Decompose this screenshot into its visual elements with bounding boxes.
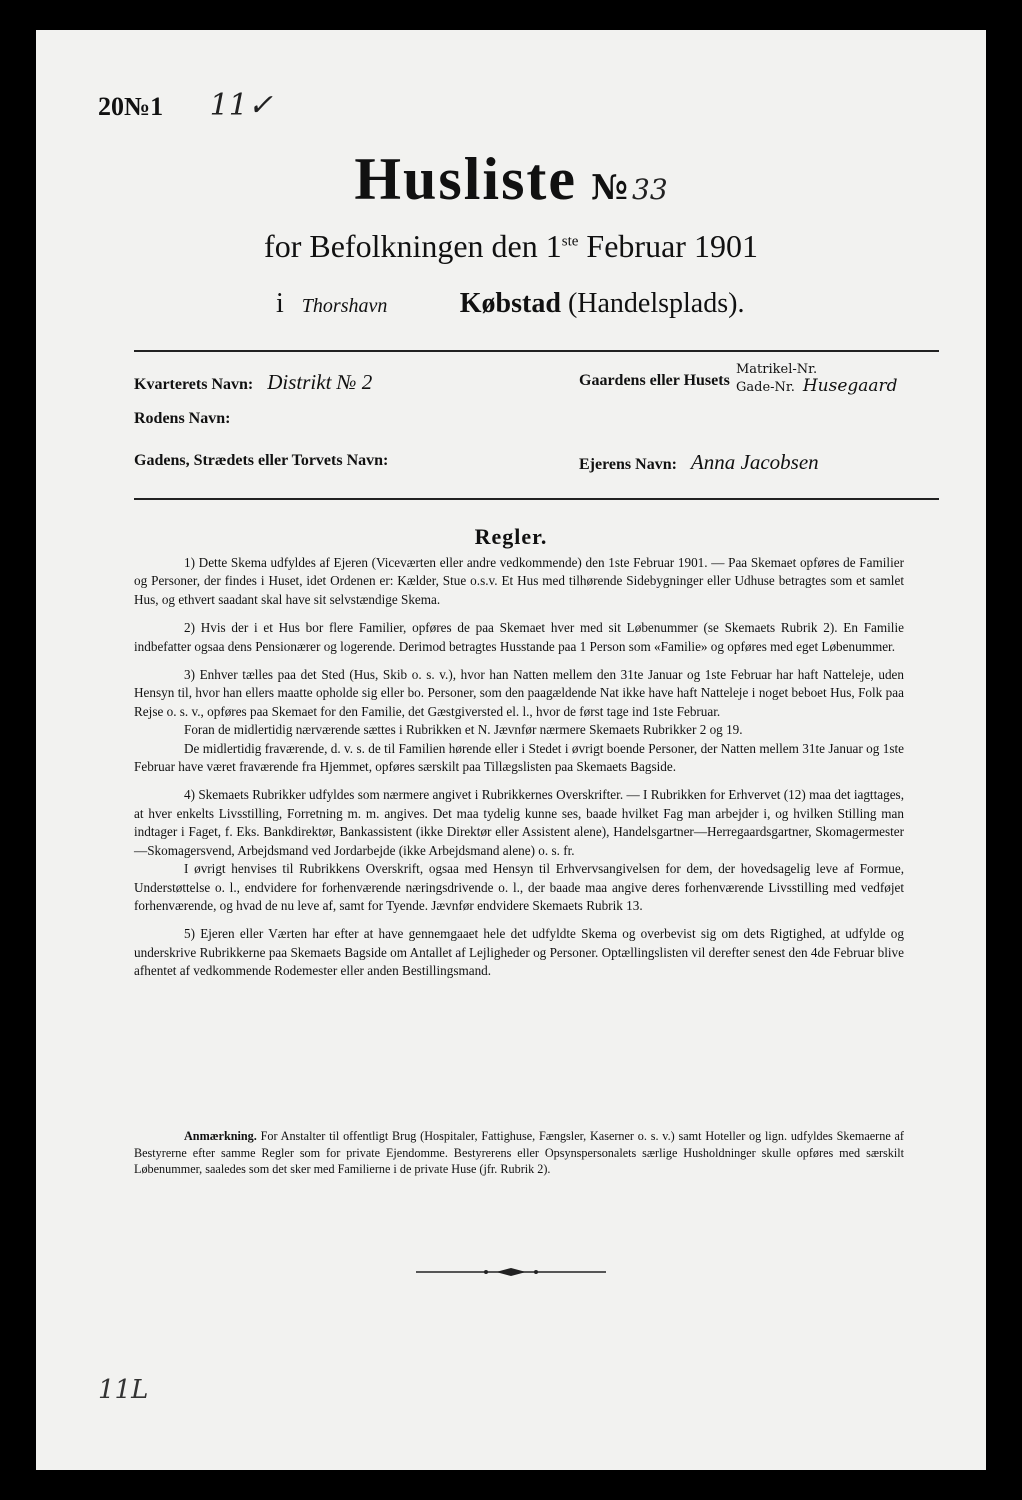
- subtitle-post: Februar 1901: [578, 228, 758, 264]
- gade-nr-label: Gade-Nr.: [736, 380, 795, 395]
- divider-bottom: [134, 498, 939, 500]
- divider-top: [134, 350, 939, 352]
- rules-heading: Regler.: [474, 524, 548, 549]
- ejer-value: Anna Jacobsen: [690, 450, 819, 474]
- number-value: 33: [632, 173, 668, 206]
- subtitle-sup: ste: [561, 233, 579, 250]
- field-gaard: [579, 372, 730, 390]
- ornament-divider: [416, 1267, 606, 1277]
- field-ejer: [579, 450, 819, 475]
- rule-3: 3) Enhver tælles paa det Sted (Hus, Skib o. s. v.), hvor han Natten mellem den 31te Januar og 1ste Februar har haft Natteleje, uden Hensyn til, hvor han ellers maatte opholde sig eller bo. Personer, som den paagældende Nat ikke have haft Natteleje i noget beboet Hus, Folk paa Rejse o. s. v., opføres paa Skemaet for den Familie, det Gæstgiversted el. l., hvor de først tage ind 1ste Februar.: [134, 667, 904, 719]
- census-form-page: [36, 30, 986, 1470]
- title-text: Husliste: [354, 146, 578, 212]
- gaard-brace: [736, 362, 898, 396]
- rule-3b: Foran de midlertidig nærværende sættes i Rubrikken et N. Jævnfør nærmere Skemaets Rubrikker 2 og 19.: [184, 722, 743, 738]
- field-roden: [134, 410, 230, 428]
- rule-4: 4) Skemaets Rubrikker udfyldes som nærmere angivet i Rubrikkernes Overskrifter. — I Rubrikken for Erhvervet (12) maa det iagttages, at hver enkelts Livsstilling, Forretning m. m. angives. Det maa tydelig kunne ses, baade hvilket Fag man arbejder i, og hvilken Stilling man indtager i Faget, f. Eks. Bankdirektør, Bankassistent (ikke Direktør eller Assistent alene), Handelsgartner—Herregaardsgartner, Skomagermester—Skomagersvend, Arbejdsmand ved Jordarbejde (ikke Arbejdsmand alene) o. s. fr.: [134, 787, 904, 858]
- stamp-number: 20№1: [98, 92, 164, 121]
- form-subtitle: [36, 228, 986, 265]
- handwritten-margin-mark: 11L: [98, 1375, 149, 1405]
- town-line: [276, 288, 744, 320]
- rule-5: 5) Ejeren eller Værten har efter at have gennemgaaet hele det udfyldte Skema og overbevist sig om dets Rigtighed, at udfylde og underskrive Rubrikkerne paa Skemaets Bagside om Antallet af Lejligheder og Personer. Optællingslisten vil derefter senest den 4de Februar blive afhentet af vedkommende Rodemester eller anden Bestillingsmand.: [134, 926, 904, 979]
- rule-4b: I øvrigt henvises til Rubrikkens Overskrift, ogsaa med Hensyn til Erhvervsangivelsen for dem, der hovedsagelig leve af Formue, Understøttelse o. l., endvidere for forhenværende næringsdrivende o. l., der baade maa angive deres forhenværende Livsstilling med vedføjet forhenværende, og hvad de nu leve af, samt for Tyende. Jævnfør endvidere Skemaets Rubrik 13.: [134, 861, 904, 913]
- subtitle-pre: for Befolkningen den 1: [264, 228, 562, 264]
- roden-label: Rodens Navn:: [134, 410, 231, 427]
- town-type: Købstad: [459, 288, 561, 319]
- gade-label: Gadens, Strædets eller Torvets Navn:: [134, 452, 389, 469]
- form-title: [36, 145, 986, 214]
- archive-stamp: [98, 88, 273, 123]
- rule-2: 2) Hvis der i et Hus bor flere Familier, opføres de paa Skemaet hver med sit Løbenummer (se Skemaets Rubrik 2). En Familie indbefatter ogsaa dens Pensionærer og logerende. Derimod betragtes Husstande paa 1 Person som «Familie» og opføres med eget Løbenummer.: [134, 620, 904, 654]
- stamp-handwritten: 11✓: [209, 88, 273, 123]
- ejer-label: Ejerens Navn:: [579, 456, 677, 473]
- note-label: Anmærkning.: [184, 1129, 257, 1143]
- kvarter-label: Kvarterets Navn:: [134, 376, 254, 393]
- rules-body: [134, 554, 904, 991]
- gaard-label: Gaardens eller Husets: [579, 372, 730, 389]
- kvarter-value: Distrikt № 2: [267, 370, 373, 394]
- town-name-handwritten: Thorshavn: [301, 295, 388, 317]
- number-label: №: [591, 168, 629, 208]
- note-text: For Anstalter til offentligt Brug (Hospitaler, Fattighuse, Fængsler, Kaserner o. s. v.) samt Hoteller og lign. udfyldes Skemaerne af Bestyrerne efter samme Regler som for private Ejendomme. Bestyrerens eller Opsynspersonalets særlige Husholdninger skulle opføres med særskilt Løbenummer, saaledes som det sker med Familierne i de private Huse (jfr. Rubrik 2).: [134, 1129, 904, 1176]
- matrikel-label: Matrikel-Nr.: [736, 362, 818, 377]
- rule-1: 1) Dette Skema udfyldes af Ejeren (Viceværten eller andre vedkommende) den 1ste Februar 1901. — Paa Skemaet opføres de Familier og Personer, der findes i Huset, idet Ordenen er: Kælder, Stue o.s.v. Et Hus med tilhørende Sidebygninger eller Udhuse betragtes som et samlet Hus, og ethvert saadant skal have sit selvstændige Skema.: [134, 555, 904, 607]
- rule-3c: De midlertidig fraværende, d. v. s. de til Familien hørende eller i Stedet i øvrigt boende Personer, der Natten mellem 31te Januar og 1ste Februar have været fraværende fra Hjemmet, opføres særskilt paa Tillægslisten paa Skemaets Bagside.: [134, 740, 904, 775]
- note-paragraph: [134, 1128, 904, 1178]
- town-type-paren: (Handelsplads).: [567, 288, 745, 319]
- field-gade: [134, 452, 388, 470]
- field-kvarter: [134, 370, 372, 395]
- gade-nr-value: Husegaard: [802, 376, 898, 396]
- town-prefix: i: [276, 288, 284, 319]
